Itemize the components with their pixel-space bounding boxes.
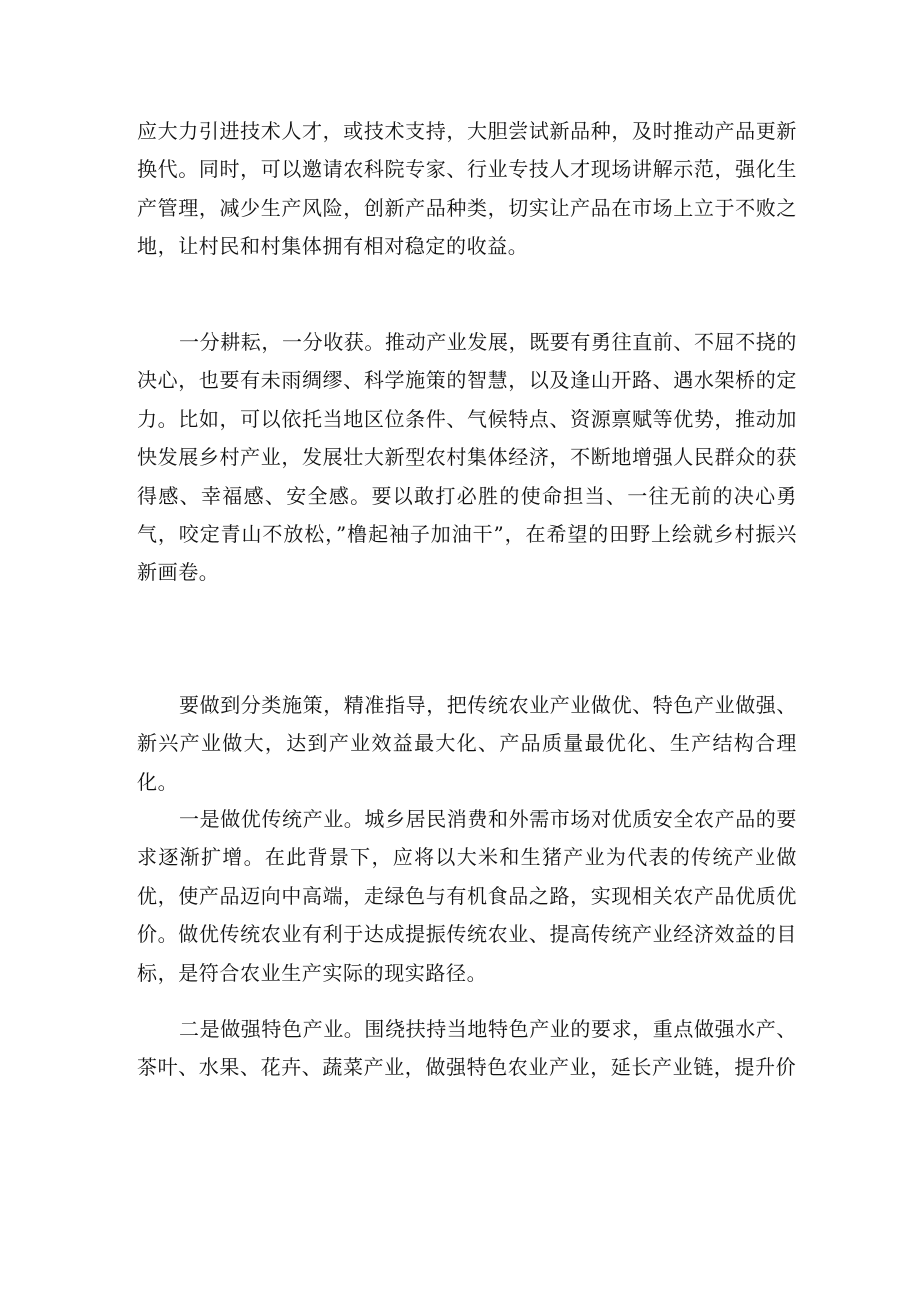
paragraph-classified-policy: 要做到分类施策，精准指导，把传统农业产业做优、特色产业做强、新兴产业做大，达到产业效益最大化、产品质量最优化、生产结构合理化。 [137,693,797,794]
paragraph-effort-and-harvest: 一分耕耘，一分收获。推动产业发展，既要有勇往直前、不屈不挠的决心，也要有未雨绸缪、科学施策的智慧，以及逢山开路、遇水架桥的定力。比如，可以依托当地区位条件、气候特点、资源禀赋等优势，推动加快发展乡村产业，发展壮大新型农村集体经济，不断地增强人民群众的获得感、幸福感、安全感。要以敢打必胜的使命担当、一往无前的决心勇气，咬定青山不放松，”橹起袖子加油干”，在希望的田野上绘就乡村振兴新画卷。 [137,330,797,585]
paragraph-traditional-industry: 一是做优传统产业。城乡居民消费和外需市场对优质安全农产品的要求逐渐扩增。在此背景下，应将以大米和生猪产业为代表的传统产业做优，使产品迈向中高端，走绿色与有机食品之路，实现相关农产品优质优价。做优传统农业有利于达成提振传统农业、提高传统产业经济效益的目标，是符合农业生产实际的现实路径。 [137,807,797,985]
paragraph-continued: 应大力引进技术人才，或技术支持，大胆尝试新品种，及时推动产品更新换代。同时，可以邀请农科院专家、行业专技人才现场讲解示范，强化生产管理，减少生产风险，创新产品种类，切实让产品在市场上立于不败之地，让村民和村集体拥有相对稳定的收益。 [137,119,797,259]
paragraph-specialty-industry: 二是做强特色产业。围绕扶持当地特色产业的要求，重点做强水产、茶叶、水果、花卉、蔬菜产业，做强特色农业产业，延长产业链，提升价 [137,1017,797,1080]
